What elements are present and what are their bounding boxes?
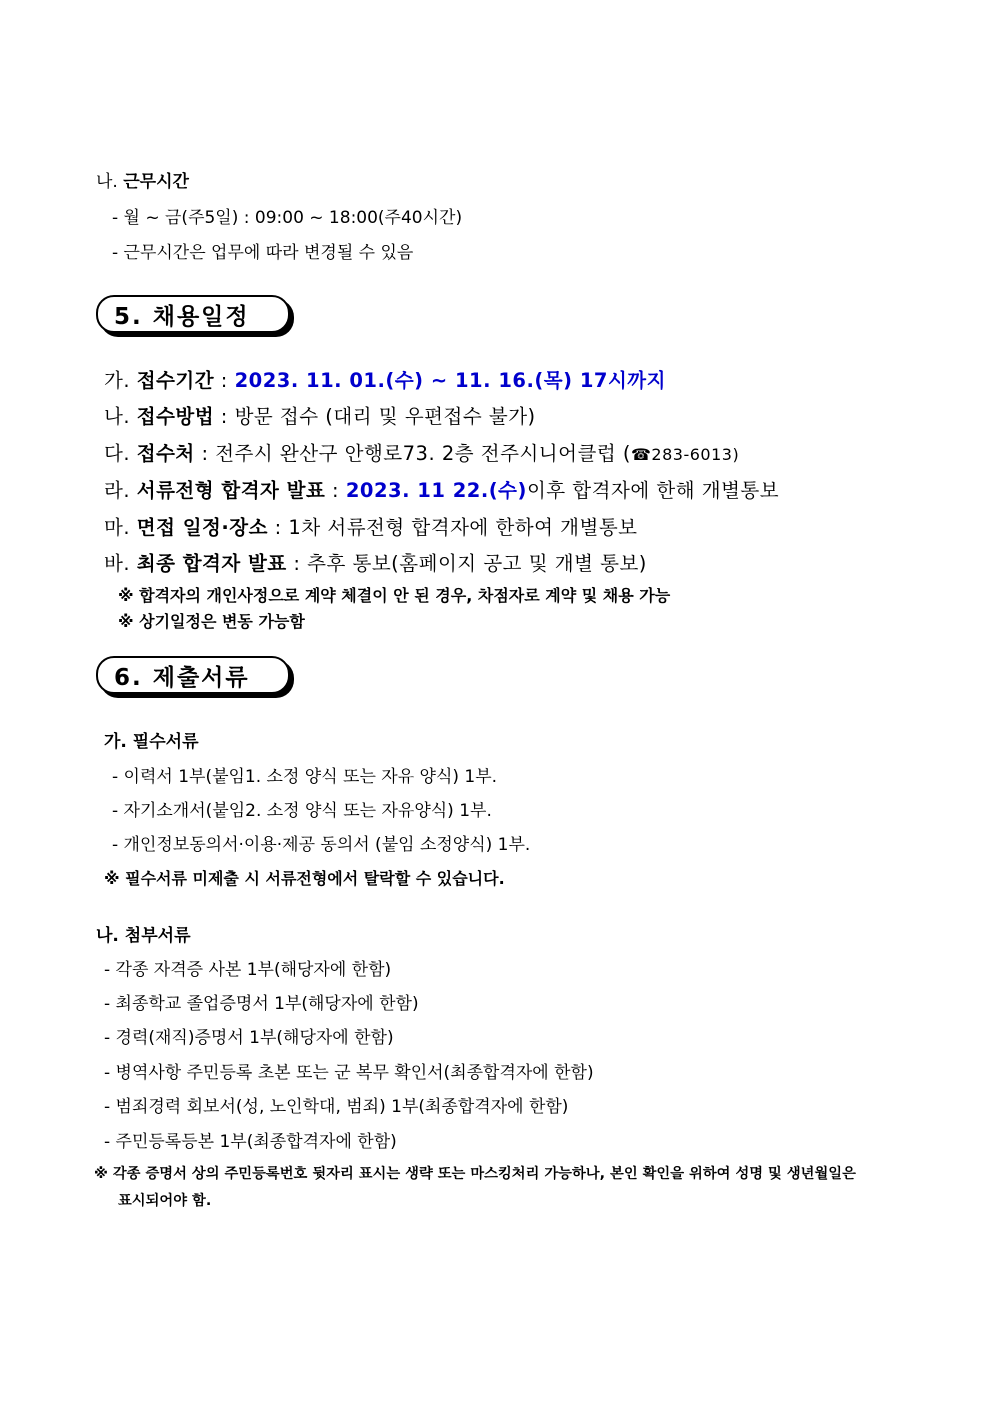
section-title: 5. 채용일정 <box>114 304 250 330</box>
row-sep: : <box>194 442 216 465</box>
row-prefix: 마. <box>104 516 137 539</box>
attached-doc-item: - 병역사항 주민등록 초본 또는 군 복무 확인서(최종합격자에 한함) <box>104 1063 594 1083</box>
row-value: 2023. 11. 01.(수) ~ 11. 16.(목) 17시까지 <box>234 369 666 392</box>
row-label: 면접 일정·장소 <box>136 516 268 539</box>
row-sep: : <box>267 516 289 539</box>
attached-doc-item: - 범죄경력 회보서(성, 노인학대, 범죄) 1부(최종합격자에 한함) <box>104 1097 569 1117</box>
row-label: 서류전형 합격자 발표 <box>136 479 326 502</box>
attached-doc-item: - 각종 자격증 사본 1부(해당자에 한함) <box>104 960 392 980</box>
schedule-row-document-result <box>104 475 779 503</box>
row-prefix: 바. <box>104 552 137 575</box>
row-prefix: 나. <box>104 405 137 428</box>
section-5-title-box <box>96 295 290 333</box>
row-value: 1차 서류전형 합격자에 한하여 개별통보 <box>288 516 638 539</box>
row-prefix: 가. <box>104 369 137 392</box>
schedule-row-interview <box>104 512 638 540</box>
required-docs-heading: 가. 필수서류 <box>104 732 199 752</box>
schedule-row-receipt-period <box>104 365 666 393</box>
row-value-suffix: 이후 합격자에 한해 개별통보 <box>526 479 780 502</box>
heading-prefix: 나. <box>96 172 124 192</box>
row-prefix: 라. <box>104 479 137 502</box>
work-hours-heading <box>96 167 189 192</box>
schedule-row-receipt-method <box>104 401 536 429</box>
schedule-note: ※ 합격자의 개인사정으로 계약 체결이 안 된 경우, 차점자로 계약 및 채용 가능 <box>118 586 671 605</box>
attached-doc-item: - 주민등록등본 1부(최종합격자에 한함) <box>104 1132 397 1152</box>
row-value: 추후 통보(홈페이지 공고 및 개별 통보) <box>307 552 647 575</box>
section-title: 6. 제출서류 <box>114 665 250 691</box>
attached-docs-heading: 나. 첨부서류 <box>96 926 191 946</box>
work-hours-item: - 월 ~ 금(주5일) : 09:00 ~ 18:00(주40시간) <box>112 208 463 228</box>
row-sep: : <box>214 405 235 428</box>
attached-doc-item: - 경력(재직)증명서 1부(해당자에 한함) <box>104 1028 394 1048</box>
phone-number: 283-6013) <box>651 445 740 464</box>
required-doc-item: - 개인정보동의서·이용·제공 동의서 (붙임 소정양식) 1부. <box>112 835 531 855</box>
row-sep: : <box>286 552 308 575</box>
attached-doc-item: - 최종학교 졸업증명서 1부(해당자에 한함) <box>104 994 419 1014</box>
row-label: 접수기간 <box>136 369 215 392</box>
row-label: 최종 합격자 발표 <box>136 552 287 575</box>
row-value: 방문 접수 (대리 및 우편접수 불가) <box>234 405 536 428</box>
row-sep: : <box>214 369 235 392</box>
row-sep: : <box>325 479 346 502</box>
row-label: 접수처 <box>136 442 195 465</box>
row-prefix: 다. <box>104 442 137 465</box>
schedule-row-receipt-place <box>104 438 739 466</box>
attached-docs-note-cont: 표시되어야 함. <box>118 1193 212 1209</box>
work-hours-item: - 근무시간은 업무에 따라 변경될 수 있음 <box>112 243 414 263</box>
heading-title: 근무시간 <box>123 172 189 192</box>
required-doc-item: - 자기소개서(붙임2. 소정 양식 또는 자유양식) 1부. <box>112 801 492 821</box>
section-6-title-box <box>96 656 290 694</box>
telephone-icon: ☎ <box>630 445 652 464</box>
schedule-row-final-result <box>104 548 647 576</box>
schedule-note: ※ 상기일정은 변동 가능함 <box>118 612 305 631</box>
required-docs-note: ※ 필수서류 미제출 시 서류전형에서 탈락할 수 있습니다. <box>104 869 505 888</box>
row-value: 2023. 11 22.(수) <box>345 479 527 502</box>
required-doc-item: - 이력서 1부(붙임1. 소정 양식 또는 자유 양식) 1부. <box>112 767 498 787</box>
row-label: 접수방법 <box>136 405 215 428</box>
attached-docs-note: ※ 각종 증명서 상의 주민등록번호 뒷자리 표시는 생략 또는 마스킹처리 가능하나, 본인 확인을 위하여 성명 및 생년월일은 <box>94 1166 856 1182</box>
row-value: 전주시 완산구 안행로73. 2층 전주시니어클럽 ( <box>215 442 631 465</box>
